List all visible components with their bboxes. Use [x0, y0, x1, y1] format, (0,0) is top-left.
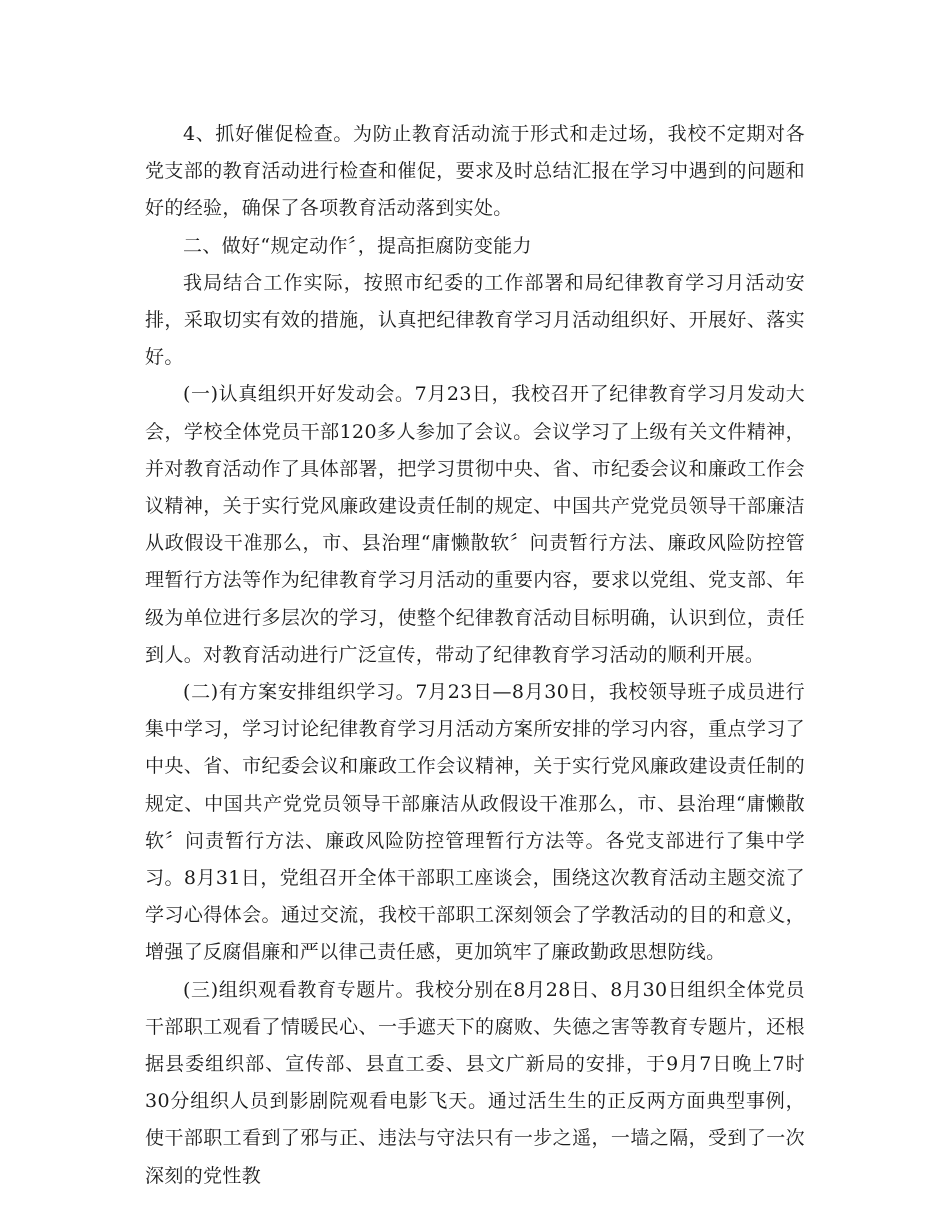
section-heading-two: 二、做好“规定动作〞，提高拒腐防变能力 — [183, 234, 532, 257]
paragraph-bureau-measures: 我局结合工作实际，按照市纪委的工作部署和局纪律教育学习月活动安排，采取切实有效的措施，认真把纪律教育学习月活动组织好、开展好、落实好。 — [145, 271, 805, 369]
paragraph-supervision-check: 4、抓好催促检查。为防止教育活动流于形式和走过场，我校不定期对各党支部的教育活动进行检查和催促，要求及时总结汇报在学习中遇到的问题和好的经验，确保了各项教育活动落到实处。 — [145, 123, 805, 220]
paragraph-mobilization-meeting: (一)认真组织开好发动会。7月23日，我校召开了纪律教育学习月发动大会，学校全体党员干部120多人参加了会议。会议学习了上级有关文件精神，并对教育活动作了具体部署，把学习贯彻中央、省、市纪委会议和廉政工作会议精神，关于实行党风廉政建设责任制的规定、中国共产党党员领导干部廉洁从政假设干准那么，市、县治理“庸懒散软〞问责暂行方法、廉政风险防控管理暂行方法等作为纪律教育学习月活动的重要内容，要求以党组、党支部、年级为单位进行多层次的学习，使整个纪律教育活动目标明确，认识到位，责任到人。对教育活动进行广泛宣传，带动了纪律教育学习活动的顺利开展。 — [145, 383, 805, 666]
paragraph-organized-study: (二)有方案安排组织学习。7月23日—8月30日，我校领导班子成员进行集中学习，学习讨论纪律教育学习月活动方案所安排的学习内容，重点学习了中央、省、市纪委会议和廉政工作会议精神，关于实行党风廉政建设责任制的规定、中国共产党党员领导干部廉洁从政假设干准那么，市、县治理“庸懒散软〞问责暂行方法、廉政风险防控管理暂行方法等。各党支部进行了集中学习。8月31日，党组召开全体干部职工座谈会，围绕这次教育活动主题交流了学习心得体会。通过交流，我校干部职工深刻领会了学教活动的目的和意义，增强了反腐倡廉和严以律己责任感，更加筑牢了廉政勤政思想防线。 — [145, 681, 805, 964]
document-body — [145, 116, 805, 1195]
paragraph-educational-films: (三)组织观看教育专题片。我校分别在8月28日、8月30日组织全体党员干部职工观看了情暖民心、一手遮天下的腐败、失德之害等教育专题片，还根据县委组织部、宣传部、县直工委、县文广新局的安排，于9月7日晚上7时30分组织人员到影剧院观看电影飞天。通过活生生的正反两方面典型事例，使干部职工看到了邪与正、违法与守法只有一步之遥，一墙之隔，受到了一次深刻的党性教 — [145, 978, 805, 1187]
